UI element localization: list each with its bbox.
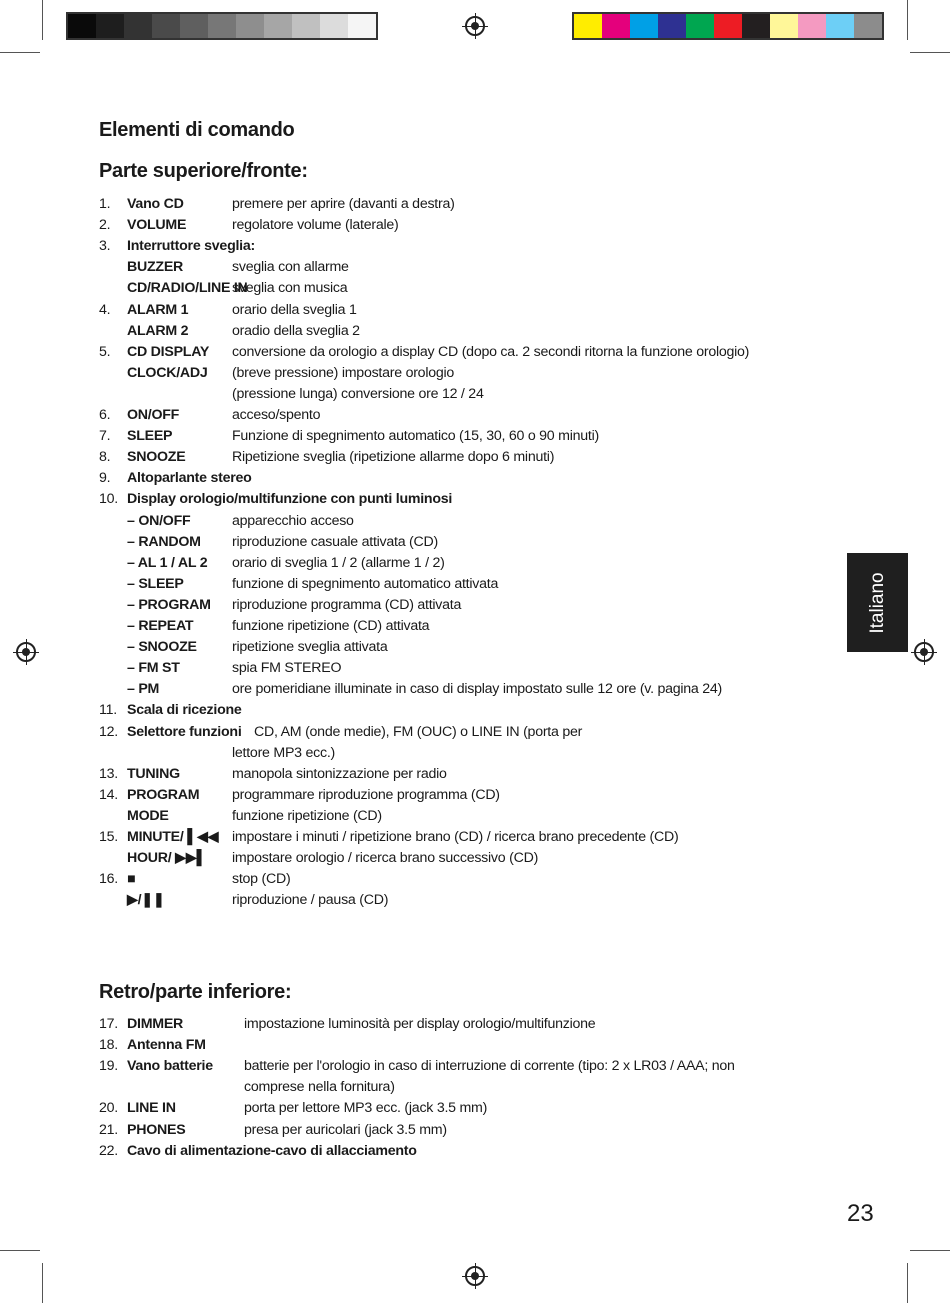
item-label: ■ <box>127 871 136 888</box>
calibration-swatch <box>686 14 714 38</box>
item-description: impostare orologio / ricerca brano successivo (CD) <box>232 850 539 867</box>
item-description: apparecchio acceso <box>232 512 354 529</box>
calibration-swatch <box>602 14 630 38</box>
item-number: 10. <box>99 491 118 508</box>
item-label: – PM <box>127 681 160 698</box>
calibration-swatch <box>742 14 770 38</box>
color-calibration-bar <box>572 12 884 40</box>
item-description: conversione da orologio a display CD (dopo ca. 2 secondi ritorna la funzione orologio) <box>232 343 750 360</box>
section-title-top-front: Parte superiore/fronte: <box>99 160 308 182</box>
item-label: ALARM 1 <box>127 301 189 318</box>
item-label: – SLEEP <box>127 575 184 592</box>
item-number: 9. <box>99 470 111 487</box>
item-description: presa per auricolari (jack 3.5 mm) <box>244 1121 447 1138</box>
item-label: Antenna FM <box>127 1037 206 1054</box>
item-description: porta per lettore MP3 ecc. (jack 3.5 mm) <box>244 1100 488 1117</box>
registration-mark-bottom <box>465 1266 485 1286</box>
item-label: – REPEAT <box>127 618 194 634</box>
item-number: 12. <box>99 723 118 740</box>
item-number: 19. <box>99 1058 118 1075</box>
item-number: 16. <box>99 871 118 888</box>
crop-mark <box>910 52 950 53</box>
registration-mark-right <box>914 642 934 662</box>
calibration-swatch <box>180 14 208 38</box>
item-description: orario di sveglia 1 / 2 (allarme 1 / 2) <box>232 554 445 571</box>
item-description: Ripetizione sveglia (ripetizione allarme dopo 6 minuti) <box>232 449 555 466</box>
item-label: VOLUME <box>127 217 187 234</box>
crop-mark <box>0 52 40 53</box>
item-number: 7. <box>99 428 111 445</box>
item-number: 22. <box>99 1142 118 1159</box>
item-label: Selettore funzioni <box>127 723 242 740</box>
item-label: – FM ST <box>127 660 180 677</box>
item-description: programmare riproduzione programma (CD) <box>232 786 500 803</box>
item-number: 6. <box>99 407 111 423</box>
calibration-swatch <box>770 14 798 38</box>
item-label: ▶/❚❚ <box>127 892 165 909</box>
item-label: – SNOOZE <box>127 639 197 656</box>
item-label: PROGRAM <box>127 786 200 803</box>
item-label: PHONES <box>127 1121 186 1138</box>
page-number: 23 <box>847 1200 874 1227</box>
item-number: 15. <box>99 829 118 845</box>
item-label: CD DISPLAY <box>127 343 210 360</box>
calibration-swatch <box>714 14 742 38</box>
item-label: – PROGRAM <box>127 596 211 613</box>
section-title-back-bottom: Retro/parte inferiore: <box>99 981 292 1003</box>
item-number: 3. <box>99 238 111 255</box>
item-description: manopola sintonizzazione per radio <box>232 765 447 782</box>
item-number: 2. <box>99 217 111 234</box>
calibration-swatch <box>208 14 236 38</box>
item-label: – ON/OFF <box>127 512 191 529</box>
calibration-swatch <box>264 14 292 38</box>
calibration-swatch <box>826 14 854 38</box>
item-label: Altoparlante stereo <box>127 470 252 487</box>
item-label: Interruttore sveglia: <box>127 238 255 255</box>
item-label: DIMMER <box>127 1016 184 1032</box>
item-description: riproduzione casuale attivata (CD) <box>232 533 438 550</box>
calibration-swatch <box>574 14 602 38</box>
page-heading: Elementi di comando <box>99 119 295 141</box>
registration-mark-top <box>465 16 485 36</box>
item-label: Scala di ricezione <box>127 702 242 719</box>
item-label: LINE IN <box>127 1100 176 1117</box>
calibration-swatch <box>854 14 882 38</box>
calibration-swatch <box>658 14 686 38</box>
item-label: CLOCK/ADJ <box>127 364 208 381</box>
item-description: funzione di spegnimento automatico attivata <box>232 575 499 592</box>
language-tab-label: Italiano <box>866 571 888 634</box>
item-description: lettore MP3 ecc.) <box>232 744 335 761</box>
item-label: TUNING <box>127 765 180 782</box>
item-number: 18. <box>99 1037 118 1054</box>
calibration-swatch <box>348 14 376 38</box>
item-description: Funzione di spegnimento automatico (15, 30, 60 o 90 minuti) <box>232 428 599 445</box>
calibration-swatch <box>96 14 124 38</box>
item-number: 5. <box>99 343 111 360</box>
item-label: Vano CD <box>127 196 184 212</box>
crop-mark <box>42 1263 43 1303</box>
crop-mark <box>42 0 43 40</box>
item-description: acceso/spento <box>232 407 321 423</box>
item-description: ripetizione sveglia attivata <box>232 639 388 656</box>
item-label: MODE <box>127 807 169 824</box>
item-description: sveglia con musica <box>232 280 348 297</box>
item-label: ON/OFF <box>127 407 180 423</box>
item-number: 14. <box>99 786 118 803</box>
calibration-swatch <box>630 14 658 38</box>
item-label: SNOOZE <box>127 449 186 466</box>
item-description: regolatore volume (laterale) <box>232 217 399 234</box>
item-label: HOUR/ ▶▶▌ <box>127 850 207 867</box>
item-description: funzione ripetizione (CD) <box>232 807 382 824</box>
item-description: batterie per l'orologio in caso di interruzione di corrente (tipo: 2 x LR03 / AAA; non <box>244 1058 735 1075</box>
item-label: ALARM 2 <box>127 322 189 339</box>
item-label: – AL 1 / AL 2 <box>127 554 208 571</box>
item-label: BUZZER <box>127 259 184 276</box>
crop-mark <box>910 1250 950 1251</box>
item-description: comprese nella fornitura) <box>244 1079 395 1096</box>
item-description: stop (CD) <box>232 871 291 888</box>
calibration-swatch <box>152 14 180 38</box>
item-number: 1. <box>99 196 111 212</box>
item-description: orario della sveglia 1 <box>232 301 357 318</box>
item-number: 13. <box>99 765 118 782</box>
item-label: – RANDOM <box>127 533 201 550</box>
item-label: Cavo di alimentazione-cavo di allacciamento <box>127 1142 417 1159</box>
crop-mark <box>907 0 908 40</box>
item-label: Display orologio/multifunzione con punti luminosi <box>127 491 453 508</box>
item-description: oradio della sveglia 2 <box>232 322 360 339</box>
item-description: impostare i minuti / ripetizione brano (CD) / ricerca brano precedente (CD) <box>232 829 679 845</box>
calibration-swatch <box>798 14 826 38</box>
item-label: CD/RADIO/LINE IN <box>127 280 248 297</box>
calibration-swatch <box>124 14 152 38</box>
item-description: funzione ripetizione (CD) attivata <box>232 618 430 634</box>
crop-mark <box>907 1263 908 1303</box>
item-description: impostazione luminosità per display orologio/multifunzione <box>244 1016 596 1032</box>
language-tab <box>847 553 908 652</box>
calibration-swatch <box>320 14 348 38</box>
calibration-swatch <box>68 14 96 38</box>
item-description: riproduzione programma (CD) attivata <box>232 596 462 613</box>
crop-mark <box>0 1250 40 1251</box>
item-description: spia FM STEREO <box>232 660 342 677</box>
item-number: 20. <box>99 1100 118 1117</box>
item-number: 17. <box>99 1016 118 1032</box>
item-description: sveglia con allarme <box>232 259 349 276</box>
item-description: ore pomeridiane illuminate in caso di display impostato sulle 12 ore (v. pagina 24) <box>232 681 723 698</box>
registration-mark-left <box>16 642 36 662</box>
grayscale-calibration-bar <box>66 12 378 40</box>
calibration-swatch <box>236 14 264 38</box>
item-label: SLEEP <box>127 428 173 445</box>
item-description: CD, AM (onde medie), FM (OUC) o LINE IN (porta per <box>254 723 583 740</box>
item-description: (pressione lunga) conversione ore 12 / 24 <box>232 385 484 402</box>
item-label: Vano batterie <box>127 1058 213 1075</box>
item-number: 11. <box>99 702 117 719</box>
item-description: riproduzione / pausa (CD) <box>232 892 389 909</box>
item-label: MINUTE/ ▌◀◀ <box>127 829 219 845</box>
item-number: 21. <box>99 1121 118 1138</box>
item-number: 8. <box>99 449 111 466</box>
item-number: 4. <box>99 301 111 318</box>
item-description: premere per aprire (davanti a destra) <box>232 196 455 212</box>
item-description: (breve pressione) impostare orologio <box>232 364 455 381</box>
calibration-swatch <box>292 14 320 38</box>
